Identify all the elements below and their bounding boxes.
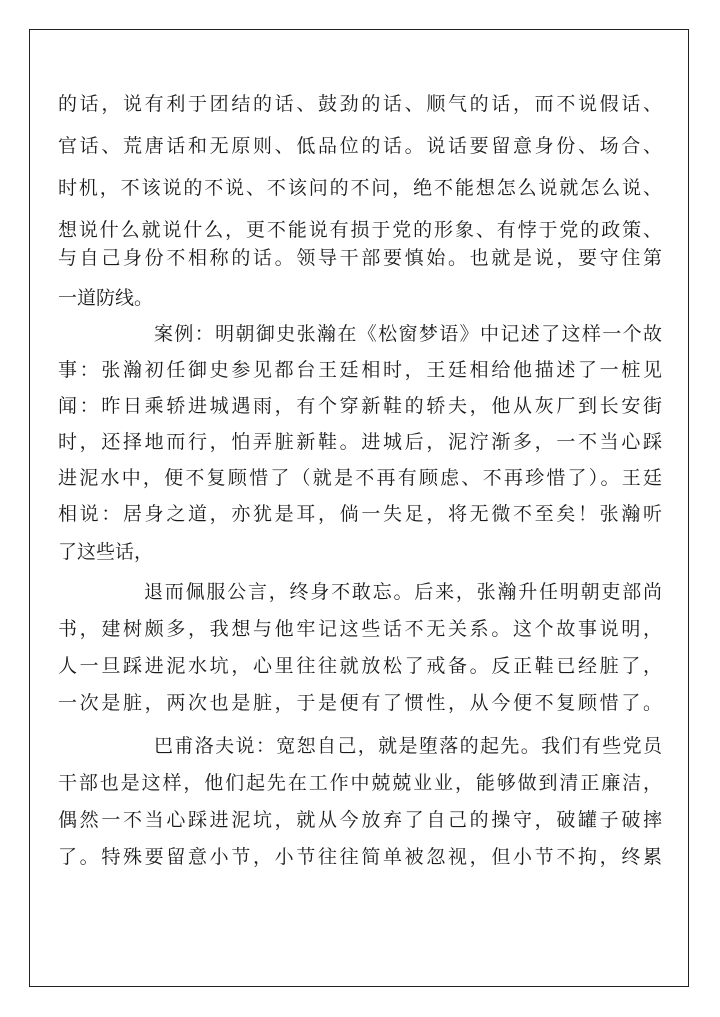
text-line: 进泥水中，便不复顾惜了（就是不再有顾虑、不再珍惜了）。王廷 bbox=[58, 467, 662, 489]
text-line: 闻：昨日乘轿进城遇雨，有个穿新鞋的轿夫，他从灰厂到长安街 bbox=[58, 395, 662, 417]
text-line: 官话、荒唐话和无原则、低品位的话。说话要留意身份、场合、 bbox=[58, 135, 662, 157]
text-line: 时，还择地而行，怕弄脏新鞋。进城后，泥泞渐多，一不当心踩 bbox=[58, 431, 662, 453]
text-line: 偶然一不当心踩进泥坑，就从今放弃了自己的操守，破罐子破摔 bbox=[58, 809, 662, 831]
text-line: 相说：居身之道，亦犹是耳，倘一失足，将无微不至矣！张瀚听 bbox=[58, 503, 662, 525]
text-line: 了这些话， bbox=[58, 541, 154, 563]
text-line: 与自己身份不相称的话。领导干部要慎始。也就是说，要守住第 bbox=[58, 247, 662, 269]
text-line: 了。特殊要留意小节，小节往往简单被忽视，但小节不拘，终累 bbox=[58, 846, 662, 868]
text-line: 的话，说有利于团结的话、鼓劲的话、顺气的话，而不说假话、 bbox=[58, 93, 662, 115]
text-line: 干部也是这样，他们起先在工作中兢兢业业，能够做到清正廉洁， bbox=[58, 772, 662, 794]
paragraph-start-line: 退而佩服公言，终身不敢忘。后来，张瀚升任明朝吏部尚 bbox=[144, 581, 662, 603]
text-line: 人一旦踩进泥水坑，心里往往就放松了戒备。反正鞋已经脏了， bbox=[58, 655, 662, 677]
text-line: 事：张瀚初任御史参见都台王廷相时，王廷相给他描述了一桩见 bbox=[58, 359, 662, 381]
text-line: 时机，不该说的不说、不该问的不问，绝不能想怎么说就怎么说、 bbox=[58, 177, 662, 199]
text-line: 书，建树颇多，我想与他牢记这些话不无关系。这个故事说明， bbox=[58, 618, 662, 640]
paragraph-start-line: 案例：明朝御史张瀚在《松窗梦语》中记述了这样一个故 bbox=[154, 323, 662, 345]
paragraph-start-line: 巴甫洛夫说：宽恕自己，就是堕落的起先。我们有些党员 bbox=[154, 735, 662, 757]
text-line: 想说什么就说什么，更不能说有损于党的形象、有悖于党的政策、 bbox=[58, 219, 662, 241]
text-line: 一次是脏，两次也是脏，于是便有了惯性，从今便不复顾惜了。 bbox=[58, 692, 662, 714]
text-line: 一道防线。 bbox=[58, 287, 154, 309]
